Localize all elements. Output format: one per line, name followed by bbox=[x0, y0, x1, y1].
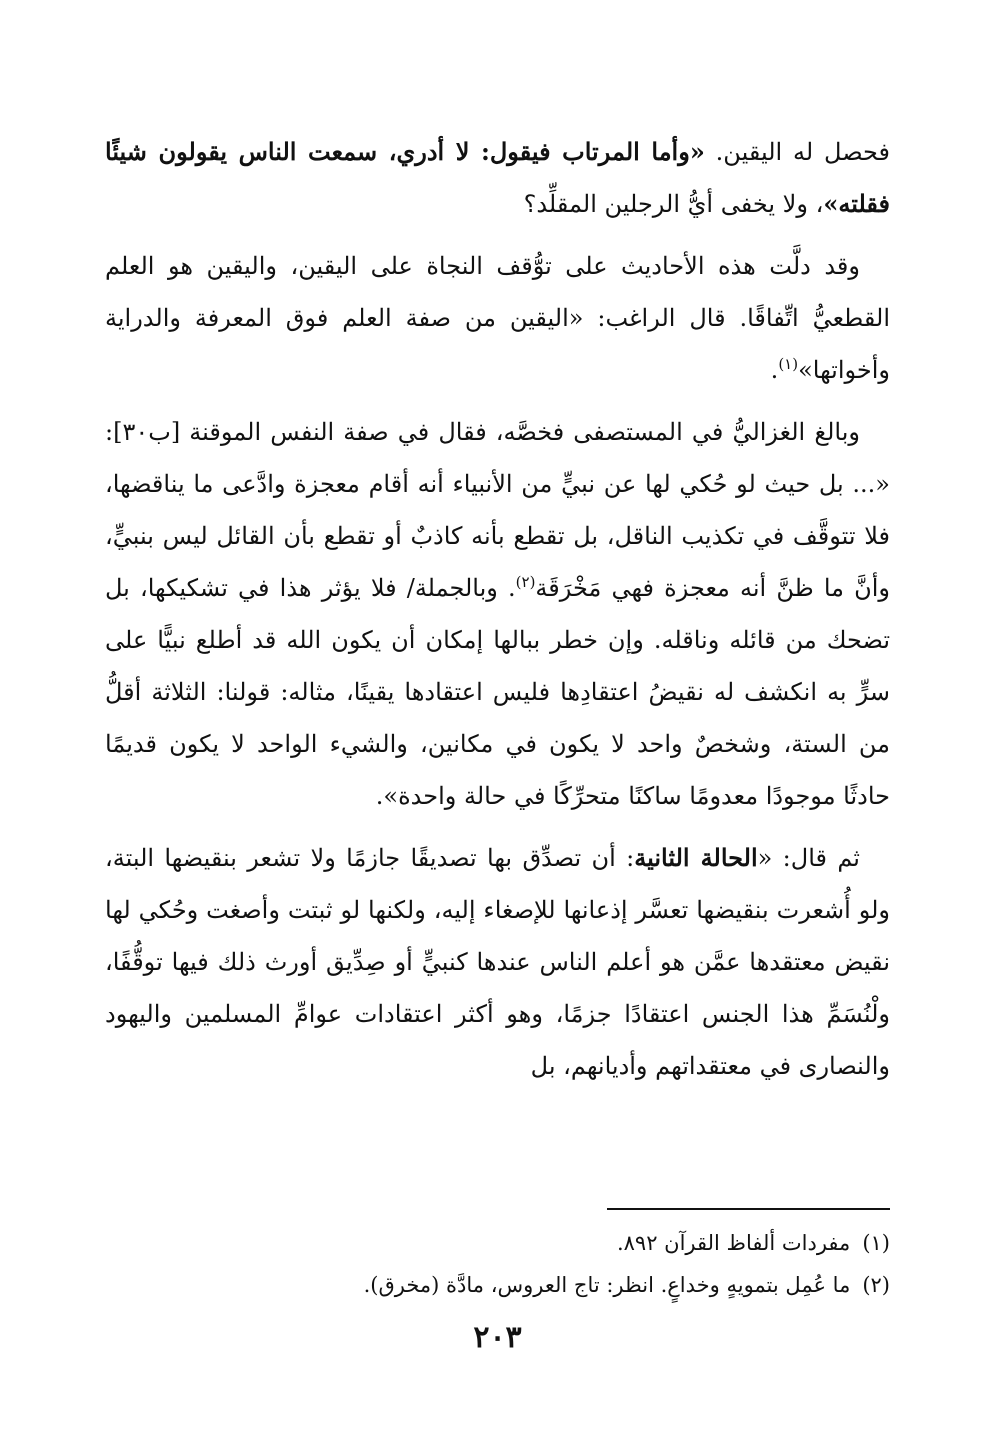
paragraph-3-text-a: وبالغ الغزاليُّ في المستصفى فخصَّه، فقال في صفة النفس الموقنة [ب٣٠]: «... بل حيث لو حُكي لها عن نبيٍّ من الأنبياء أنه أقام معجزة وادَّعى ما يناقضها، فلا تتوقَّف في تكذيب الناقل، بل تقطع بأنه كاذبٌ أو تقطع بأن القائل ليس بنبيٍّ، وأنَّ ما ظنَّ أنه معجزة فهي مَخْرَقَة bbox=[105, 418, 891, 602]
paragraph-2-text-b: . bbox=[770, 356, 779, 384]
footnote-2-text: ما عُمِل بتمويهٍ وخداعٍ. انظر: تاج العروس، مادَّة (مخرق). bbox=[363, 1273, 851, 1297]
footnote-2 bbox=[105, 1264, 890, 1306]
paragraph-2 bbox=[105, 240, 890, 396]
page-number: ٢٠٣ bbox=[473, 1320, 522, 1355]
footnote-ref-1[interactable]: (١) bbox=[778, 355, 799, 373]
paragraph-4-bold-heading: الحالة الثانية bbox=[634, 843, 758, 872]
footnote-1-number: (١) bbox=[862, 1231, 890, 1255]
paragraph-4-text-a: ثم قال: « bbox=[757, 844, 860, 872]
footnote-1-text: مفردات ألفاظ القرآن ٨٩٢. bbox=[616, 1231, 851, 1255]
paragraph-1 bbox=[105, 126, 890, 230]
paragraph-3-text-b: . وبالجملة/ فلا يؤثر هذا في تشكيكها، بل تضحك من قائله وناقله. وإن خطر ببالها إمكان أن يكون الله قد أطلع نبيًّا على سرٍّ به انكشف له نقيضُ اعتقادِها فليس اعتقادها يقينًا، مثاله: قولنا: الثلاثة أقلُّ من الستة، وشخصٌ واحد لا يكون في مكانين، والشيء الواحد لا يكون قديمًا حادثًا موجودًا معدومًا ساكنًا متحرِّكًا في حالة واحدة». bbox=[105, 574, 890, 810]
paragraph-4 bbox=[105, 832, 890, 1092]
page-body bbox=[105, 126, 890, 1102]
paragraph-3 bbox=[105, 406, 890, 822]
paragraph-1-bold-quote: «وأما المرتاب فيقول: لا أدري، سمعت الناس يقولون شيئًا فقلته» bbox=[105, 137, 890, 218]
footnote-1 bbox=[105, 1222, 890, 1264]
footnotes bbox=[105, 1222, 890, 1306]
footnote-divider bbox=[607, 1208, 890, 1210]
footnote-ref-2[interactable]: (٢) bbox=[515, 573, 536, 591]
paragraph-1-text-a: فحصل له اليقين. bbox=[704, 138, 890, 166]
paragraph-2-text-a: وقد دلَّت هذه الأحاديث على توُّقف النجاة على اليقين، واليقين هو العلم القطعيُّ اتِّفاقًا. قال الراغب: «اليقين من صفة العلم فوق المعرفة والدراية وأخواتها» bbox=[105, 252, 890, 384]
paragraph-4-text-c: : أن تصدِّق بها تصديقًا جازمًا ولا تشعر بنقيضها البتة، ولو أُشعرت بنقيضها تعسَّر إذعانها للإصغاء إليه، ولكنها لو ثبتت وأصغت وحُكي لها نقيض معتقدها عمَّن هو أعلم الناس عندها كنبيٍّ أو صِدِّيق أورث ذلك فيها توقُّفًا، ولْنُسَمِّ هذا الجنس اعتقادًا جزمًا، وهو أكثر اعتقادات عوامِّ المسلمين واليهود والنصارى في معتقداتهم وأديانهم، بل bbox=[105, 844, 890, 1080]
footnote-2-number: (٢) bbox=[862, 1273, 890, 1297]
paragraph-1-text-c: ، ولا يخفى أيُّ الرجلين المقلِّد؟ bbox=[523, 190, 824, 218]
